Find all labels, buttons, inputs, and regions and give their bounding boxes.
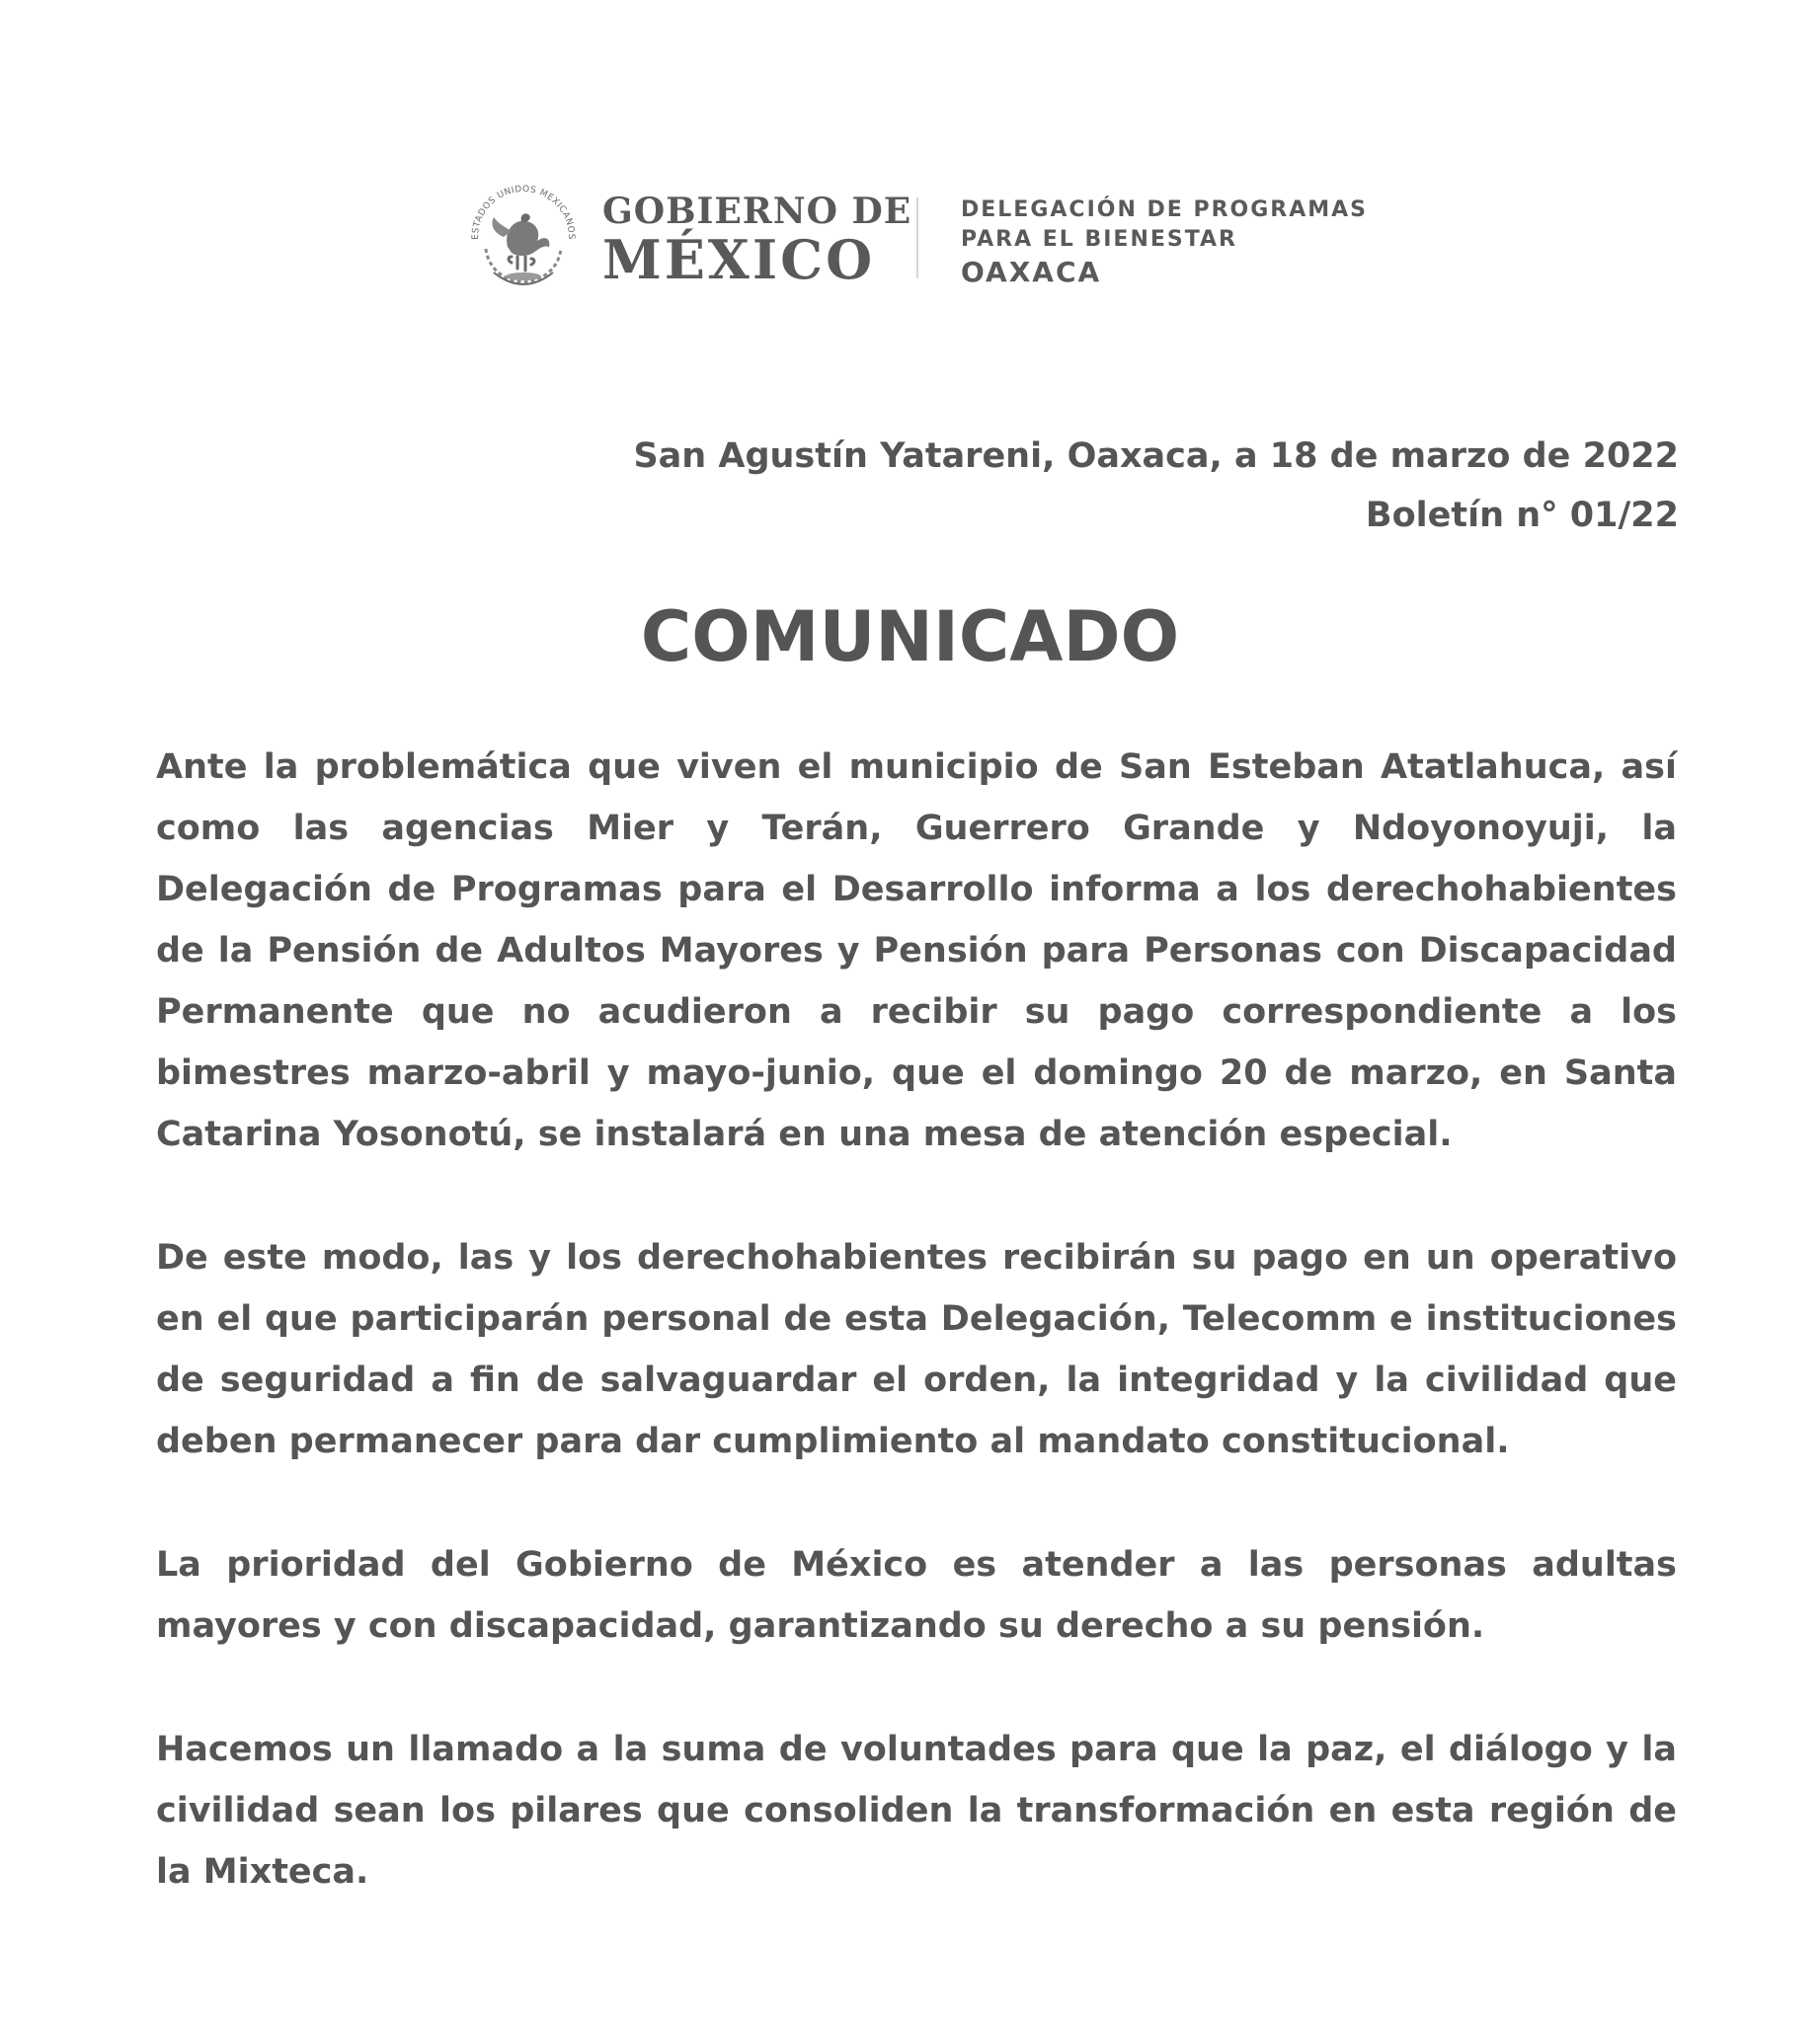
bulletin-number: Boletín n° 01/22 bbox=[1365, 496, 1679, 535]
delegation-name bbox=[961, 195, 1368, 290]
paragraph: Hacemos un llamado a la suma de voluntades para que la paz, el diálogo y la civilidad sean los pilares que consoliden la transformación en esta región de la Mixteca. bbox=[156, 1730, 1677, 1892]
mexican-coat-of-arms-icon bbox=[464, 178, 583, 296]
letterhead bbox=[464, 178, 1383, 296]
place-date: San Agustín Yatareni, Oaxaca, a 18 de marzo de 2022 bbox=[633, 436, 1679, 476]
document-body bbox=[156, 737, 1677, 1965]
header-divider bbox=[916, 197, 918, 278]
document-title: COMUNICADO bbox=[640, 596, 1180, 677]
delegation-line-2: PARA EL BIENESTAR bbox=[961, 227, 1237, 252]
document-meta bbox=[633, 427, 1679, 545]
delegation-line-3: OAXACA bbox=[961, 256, 1102, 288]
paragraph: Ante la problemática que viven el municipio de San Esteban Atatlahuca, así como las agencias Mier y Terán, Guerrero Grande y Ndoyonoyuji, la Delegación de Programas para el Desarrollo informa a los derechohabientes de la Pensión de Adultos Mayores y Pensión para Personas con Discapacidad Permanente que no acudieron a recibir su pago correspondiente a los bimestres marzo-abril y mayo-junio, que el domingo 20 de marzo, en Santa Catarina Yosonotú, se instalará en una mesa de atención especial. bbox=[156, 747, 1677, 1154]
paragraph: De este modo, las y los derechohabientes recibirán su pago en un operativo en el que participarán personal de esta Delegación, Telecomm e instituciones de seguridad a fin de salvaguardar el orden, la integridad y la civilidad que deben permanecer para dar cumplimiento al mandato constitucional. bbox=[156, 1238, 1677, 1461]
paragraph: La prioridad del Gobierno de México es atender a las personas adultas mayores y con discapacidad, garantizando su derecho a su pensión. bbox=[156, 1545, 1677, 1646]
gob-line-1: GOBIERNO DE bbox=[602, 191, 912, 232]
delegation-line-1: DELEGACIÓN DE PROGRAMAS bbox=[961, 197, 1369, 222]
gob-line-2: MÉXICO bbox=[602, 228, 876, 291]
seal-legend: ESTADOS UNIDOS MEXICANOS bbox=[470, 184, 577, 240]
government-wordmark bbox=[602, 191, 912, 291]
